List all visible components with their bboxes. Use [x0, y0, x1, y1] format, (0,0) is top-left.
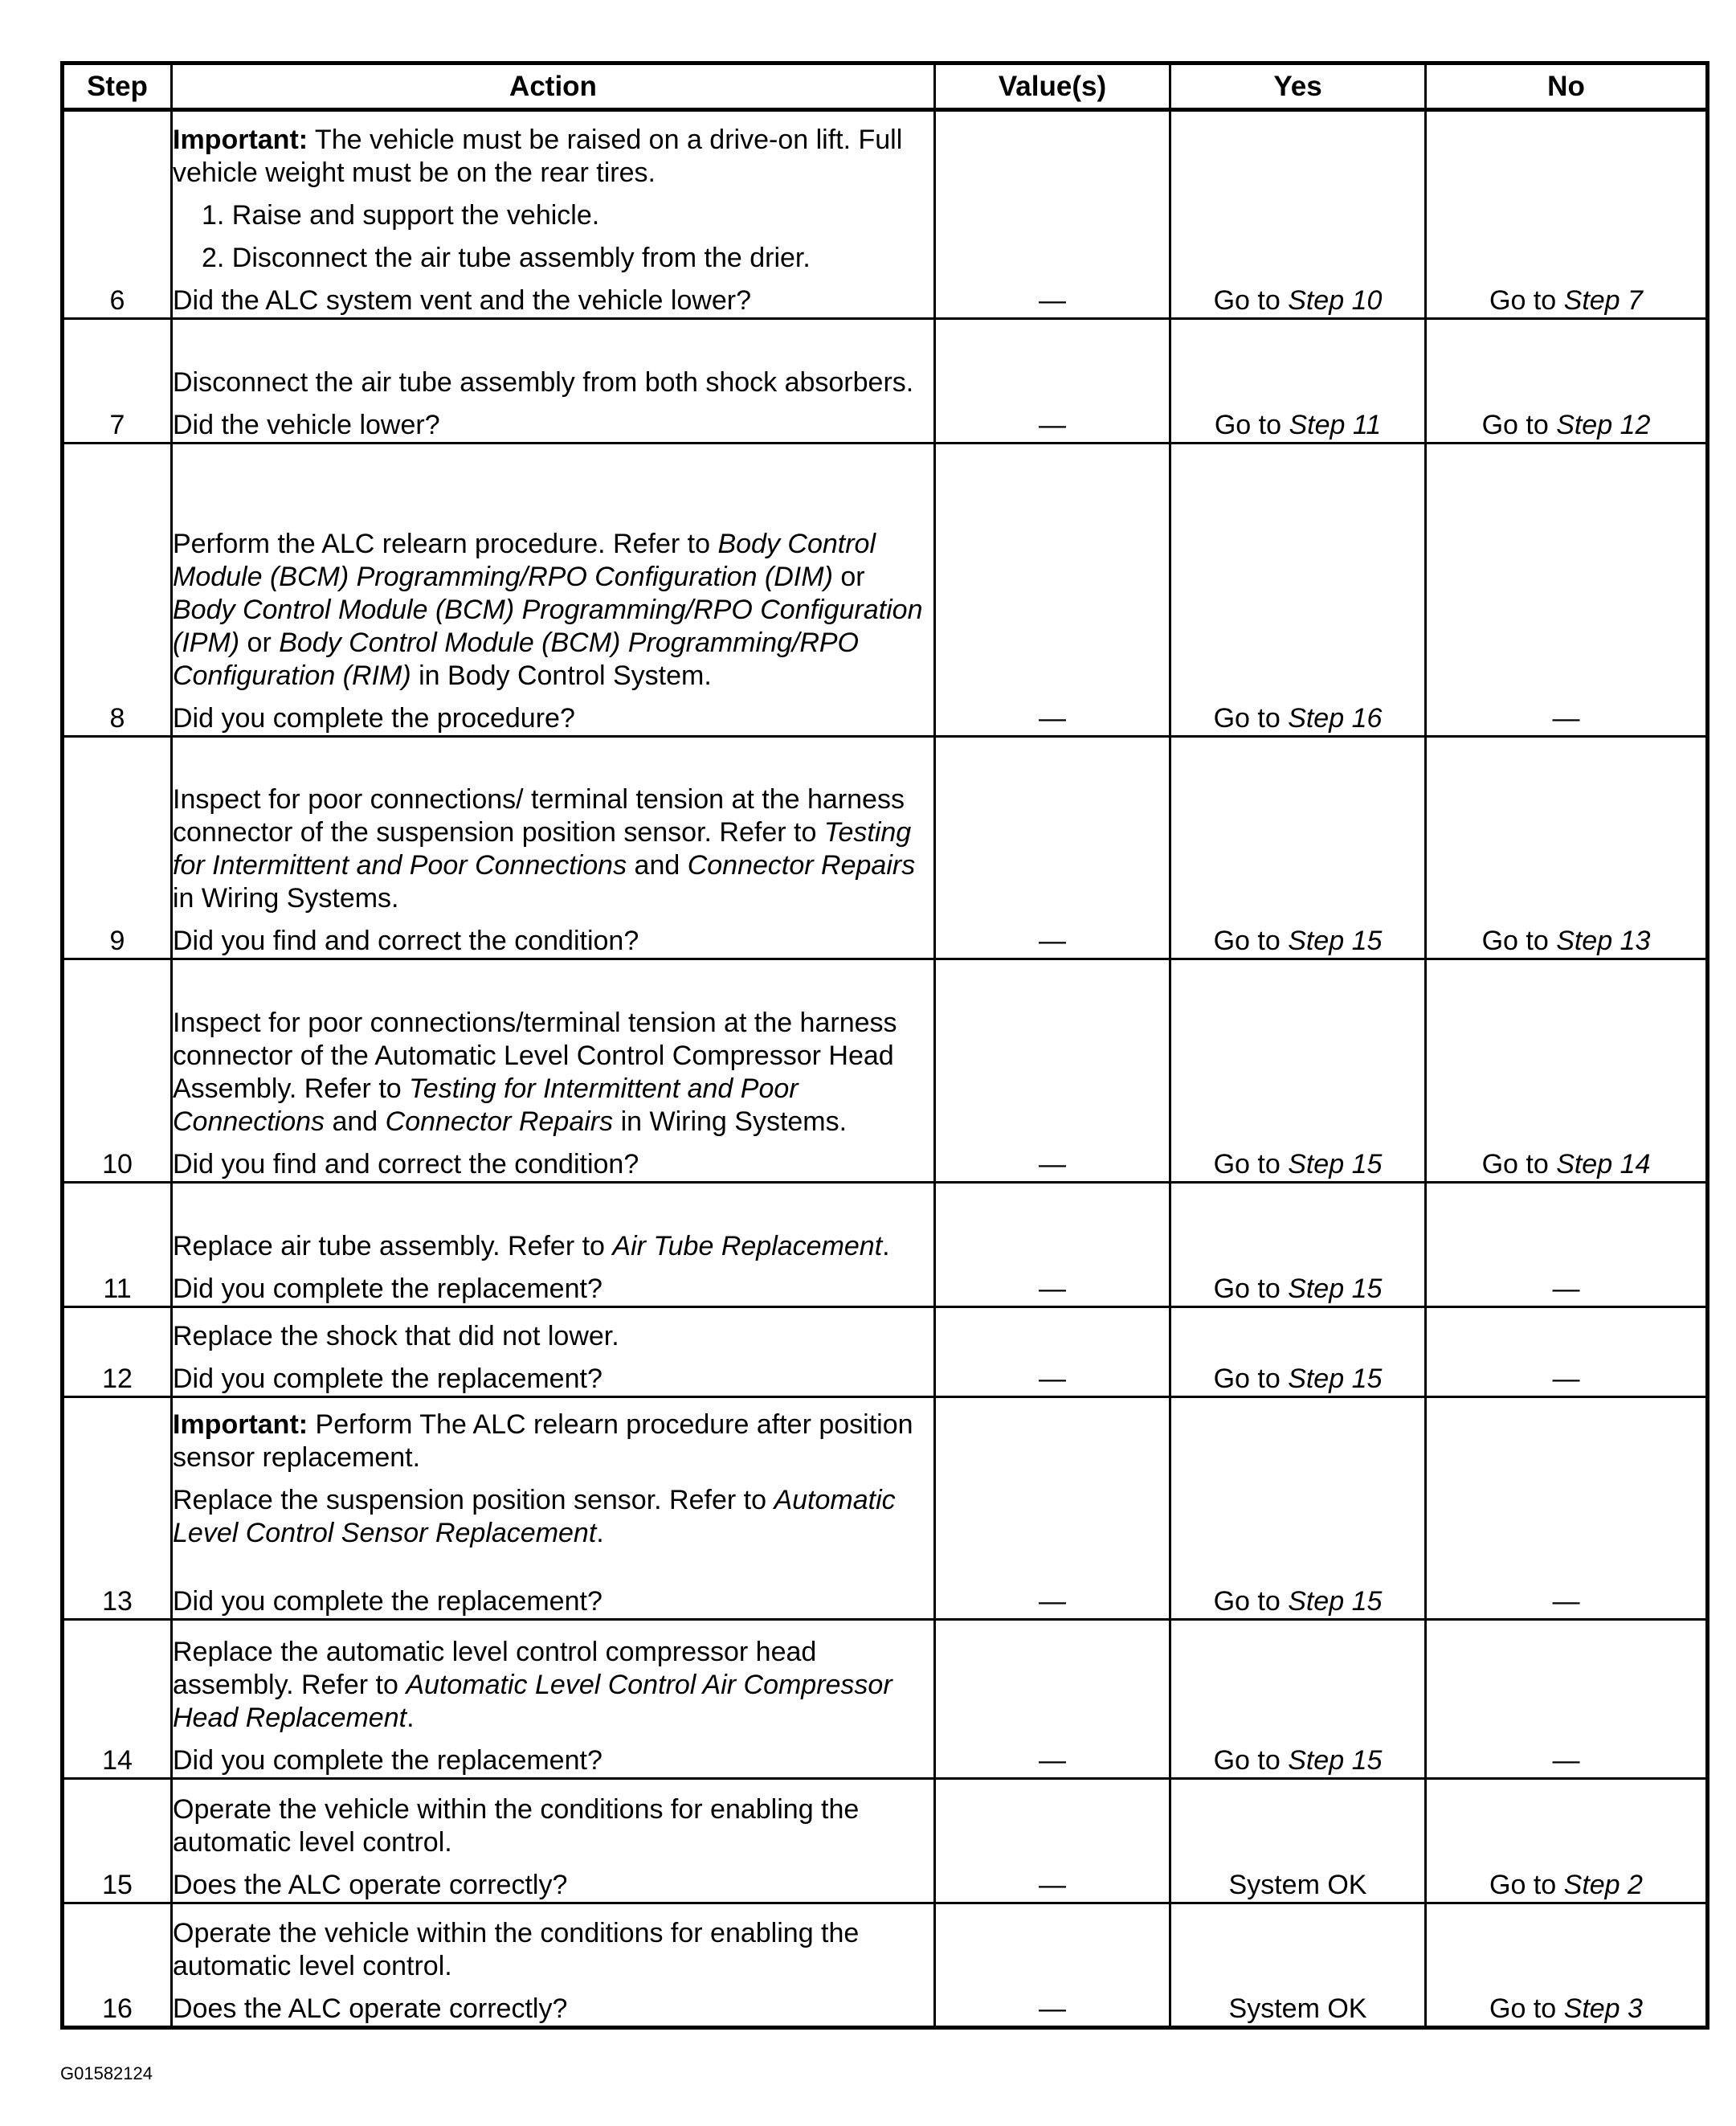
action-text: in Wiring Systems. — [173, 883, 399, 914]
action-text: Did you complete the replacement? — [173, 1274, 602, 1304]
reference-link-text: Automatic Level Control Air Compressor Head Replacement — [173, 1670, 893, 1733]
yes-cell — [1170, 110, 1426, 319]
goto-text: System OK — [1228, 1993, 1367, 2024]
diagnostic-table — [60, 61, 1709, 2030]
action-paragraph — [173, 1230, 933, 1263]
no-cell — [1426, 737, 1708, 959]
action-paragraph — [173, 124, 933, 190]
figure-id: G01582124 — [60, 2063, 153, 2083]
goto-text: Go to — [1481, 926, 1557, 956]
goto-text: Go to — [1213, 1364, 1289, 1394]
value-dash: — — [1039, 1586, 1066, 1617]
goto-text: Go to — [1489, 1993, 1564, 2024]
action-paragraph — [173, 1408, 933, 1474]
values-cell — [935, 737, 1170, 959]
step-number: 9 — [63, 737, 172, 959]
step-reference: Step 12 — [1556, 410, 1651, 440]
table-row — [63, 1903, 1708, 2028]
step-number: 16 — [63, 1903, 172, 2028]
value-dash: — — [1039, 1745, 1066, 1776]
step-reference: Step 15 — [1288, 1149, 1383, 1180]
goto-text: Go to — [1213, 703, 1289, 734]
value-dash: — — [1039, 1274, 1066, 1304]
goto-text: Go to — [1213, 285, 1289, 316]
value-dash: — — [1039, 1364, 1066, 1394]
yes-cell — [1170, 1620, 1426, 1779]
table-row — [63, 1620, 1708, 1779]
step-number: 11 — [63, 1183, 172, 1307]
no-dash: — — [1552, 1745, 1580, 1776]
goto-text: Go to — [1214, 410, 1289, 440]
action-text: . — [596, 1518, 604, 1548]
action-cell — [172, 319, 935, 444]
step-reference: Step 7 — [1563, 285, 1643, 316]
action-text: Did you complete the replacement? — [173, 1745, 602, 1776]
action-paragraph — [173, 702, 933, 735]
step-reference: Step 13 — [1556, 926, 1651, 956]
step-number: 15 — [63, 1779, 172, 1903]
goto-text: Go to — [1213, 1149, 1289, 1180]
values-cell — [935, 319, 1170, 444]
action-text: Inspect for poor connections/ terminal tension at the harness connector of the suspension position sensor. Refer to — [173, 784, 905, 848]
action-cell — [172, 737, 935, 959]
step-number: 10 — [63, 959, 172, 1183]
step-reference: Step 15 — [1288, 1364, 1383, 1394]
action-paragraph — [173, 1917, 933, 1983]
action-text: Does the ALC operate correctly? — [173, 1870, 568, 1900]
action-text: Replace the suspension position sensor. Refer to — [173, 1485, 774, 1515]
values-cell — [935, 959, 1170, 1183]
table-row — [63, 1397, 1708, 1620]
action-text: in Wiring Systems. — [613, 1106, 848, 1137]
no-cell — [1426, 110, 1708, 319]
step-number: 7 — [63, 319, 172, 444]
action-text: Did you find and correct the condition? — [173, 926, 639, 956]
values-cell — [935, 444, 1170, 737]
step-reference: Step 3 — [1563, 1993, 1643, 2024]
action-list — [173, 199, 933, 275]
yes-cell — [1170, 959, 1426, 1183]
action-text: Disconnect the air tube assembly from both shock absorbers. — [173, 367, 914, 398]
value-dash: — — [1039, 285, 1066, 316]
reference-link-text: Connector Repairs — [385, 1106, 614, 1137]
action-paragraph — [173, 284, 933, 317]
action-text: Does the ALC operate correctly? — [173, 1993, 568, 2024]
step-number: 13 — [63, 1397, 172, 1620]
value-dash: — — [1039, 1993, 1066, 2024]
action-cell — [172, 1903, 935, 2028]
step-reference: Step 15 — [1288, 1586, 1383, 1617]
no-cell — [1426, 1307, 1708, 1397]
goto-text: Go to — [1489, 285, 1564, 316]
values-cell — [935, 1903, 1170, 2028]
goto-text: Go to — [1481, 410, 1557, 440]
goto-text: System OK — [1228, 1870, 1367, 1900]
goto-text: Go to — [1481, 1149, 1557, 1180]
no-dash: — — [1552, 1364, 1580, 1394]
values-cell — [935, 1620, 1170, 1779]
reference-link-text: Body Control Module (BCM) Programming/RPO Configuration (RIM) — [173, 628, 860, 691]
step-reference: Step 14 — [1556, 1149, 1651, 1180]
action-cell — [172, 1397, 935, 1620]
value-dash: — — [1039, 926, 1066, 956]
table-row — [63, 959, 1708, 1183]
action-text: Replace the automatic level control compressor head assembly. Refer to — [173, 1637, 817, 1700]
table-row — [63, 110, 1708, 319]
action-text: or — [832, 562, 865, 592]
yes-cell — [1170, 1307, 1426, 1397]
action-text: The vehicle must be raised on a drive-on lift. Full vehicle weight must be on the rear tires. — [173, 125, 903, 188]
action-text: or — [239, 628, 280, 658]
action-text: in Body Control System. — [411, 660, 712, 691]
action-text: Inspect for poor connections/terminal tension at the harness connector of the Automatic Level Control Compressor Head Assembly. Refer to — [173, 1008, 897, 1104]
goto-text: Go to — [1213, 926, 1289, 956]
values-cell — [935, 110, 1170, 319]
yes-cell — [1170, 1397, 1426, 1620]
no-cell — [1426, 1779, 1708, 1903]
step-reference: Step 15 — [1288, 1745, 1383, 1776]
action-text: Perform The ALC relearn procedure after position sensor replacement. — [173, 1409, 913, 1473]
value-dash: — — [1039, 1870, 1066, 1900]
important-label: Important: — [173, 1409, 308, 1440]
value-dash: — — [1039, 410, 1066, 440]
no-dash: — — [1552, 1586, 1580, 1617]
action-paragraph — [173, 1636, 933, 1735]
no-cell — [1426, 1397, 1708, 1620]
action-text: Did you complete the replacement? — [173, 1586, 602, 1617]
goto-text: Go to — [1489, 1870, 1564, 1900]
header-yes: Yes — [1170, 63, 1426, 110]
action-paragraph — [173, 1148, 933, 1181]
action-cell — [172, 444, 935, 737]
yes-cell — [1170, 444, 1426, 737]
action-paragraph — [173, 783, 933, 915]
values-cell — [935, 1183, 1170, 1307]
action-list-item: 2. Disconnect the air tube assembly from the drier. — [202, 243, 811, 273]
action-cell — [172, 959, 935, 1183]
action-paragraph — [173, 528, 933, 693]
header-step: Step — [63, 63, 172, 110]
action-cell — [172, 1779, 935, 1903]
action-text: Operate the vehicle within the conditions for enabling the automatic level control. — [173, 1794, 860, 1858]
action-text: Did the ALC system vent and the vehicle lower? — [173, 285, 752, 316]
action-text: Did you complete the procedure? — [173, 703, 575, 734]
action-paragraph — [173, 1363, 933, 1396]
action-paragraph — [173, 1793, 933, 1859]
table-row — [63, 319, 1708, 444]
action-paragraph — [173, 1744, 933, 1777]
reference-link-text: Testing for Intermittent and Poor Connections — [173, 1073, 799, 1137]
reference-link-text: Connector Repairs — [687, 850, 916, 881]
action-cell — [172, 1307, 935, 1397]
no-dash: — — [1552, 1274, 1580, 1304]
step-number: 6 — [63, 110, 172, 319]
action-text: and — [627, 850, 688, 881]
goto-text: Go to — [1213, 1274, 1289, 1304]
table-row — [63, 737, 1708, 959]
action-paragraph — [173, 409, 933, 442]
yes-cell — [1170, 319, 1426, 444]
action-paragraph — [173, 1869, 933, 1902]
step-reference: Step 15 — [1288, 1274, 1383, 1304]
action-cell — [172, 110, 935, 319]
reference-link-text: Testing for Intermittent and Poor Connections — [173, 817, 912, 881]
no-cell — [1426, 444, 1708, 737]
header-row — [63, 63, 1708, 110]
step-reference: Step 2 — [1563, 1870, 1643, 1900]
action-paragraph — [173, 925, 933, 958]
action-text: Did the vehicle lower? — [173, 410, 440, 440]
action-paragraph — [173, 1993, 933, 2026]
header-values: Value(s) — [935, 63, 1170, 110]
action-list-item: 1. Raise and support the vehicle. — [202, 200, 600, 231]
action-text: and — [325, 1106, 386, 1137]
reference-link-text: Air Tube Replacement — [612, 1231, 883, 1261]
table-row — [63, 1183, 1708, 1307]
step-reference: Step 11 — [1289, 410, 1382, 440]
reference-link-text: Body Control Module (BCM) Programming/RPO Configuration (DIM) — [173, 529, 876, 592]
no-cell — [1426, 1903, 1708, 2028]
action-text: . — [406, 1703, 415, 1733]
action-cell — [172, 1620, 935, 1779]
yes-cell — [1170, 737, 1426, 959]
no-cell — [1426, 1183, 1708, 1307]
no-cell — [1426, 319, 1708, 444]
yes-cell — [1170, 1903, 1426, 2028]
header-action: Action — [172, 63, 935, 110]
action-text: Replace the shock that did not lower. — [173, 1321, 619, 1351]
action-text: Did you find and correct the condition? — [173, 1149, 639, 1180]
step-reference: Step 10 — [1288, 285, 1383, 316]
reference-link-text: Body Control Module (BCM) Programming/RPO Configuration (IPM) — [173, 595, 923, 658]
value-dash: — — [1039, 703, 1066, 734]
reference-link-text: Automatic Level Control Sensor Replacement — [173, 1485, 896, 1548]
no-cell — [1426, 959, 1708, 1183]
goto-text: Go to — [1213, 1586, 1289, 1617]
no-cell — [1426, 1620, 1708, 1779]
goto-text: Go to — [1213, 1745, 1289, 1776]
action-paragraph — [173, 1273, 933, 1306]
values-cell — [935, 1307, 1170, 1397]
action-paragraph — [173, 1484, 933, 1550]
action-text: Operate the vehicle within the conditions for enabling the automatic level control. — [173, 1918, 860, 1981]
table-row — [63, 444, 1708, 737]
header-no: No — [1426, 63, 1708, 110]
yes-cell — [1170, 1779, 1426, 1903]
table-row — [63, 1307, 1708, 1397]
table-body — [63, 110, 1708, 2028]
step-reference: Step 16 — [1288, 703, 1383, 734]
no-dash: — — [1552, 703, 1580, 734]
action-cell — [172, 1183, 935, 1307]
step-number: 8 — [63, 444, 172, 737]
step-number: 12 — [63, 1307, 172, 1397]
values-cell — [935, 1397, 1170, 1620]
step-number: 14 — [63, 1620, 172, 1779]
table-row — [63, 1779, 1708, 1903]
action-paragraph — [173, 366, 933, 399]
action-text: Replace air tube assembly. Refer to — [173, 1231, 613, 1261]
action-text: Perform the ALC relearn procedure. Refer to — [173, 529, 718, 559]
action-paragraph — [173, 1007, 933, 1139]
value-dash: — — [1039, 1149, 1066, 1180]
action-text: Did you complete the replacement? — [173, 1364, 602, 1394]
yes-cell — [1170, 1183, 1426, 1307]
action-text: . — [882, 1231, 890, 1261]
action-paragraph — [173, 1585, 933, 1618]
step-reference: Step 15 — [1288, 926, 1383, 956]
values-cell — [935, 1779, 1170, 1903]
important-label: Important: — [173, 125, 308, 155]
action-paragraph — [173, 1320, 933, 1353]
